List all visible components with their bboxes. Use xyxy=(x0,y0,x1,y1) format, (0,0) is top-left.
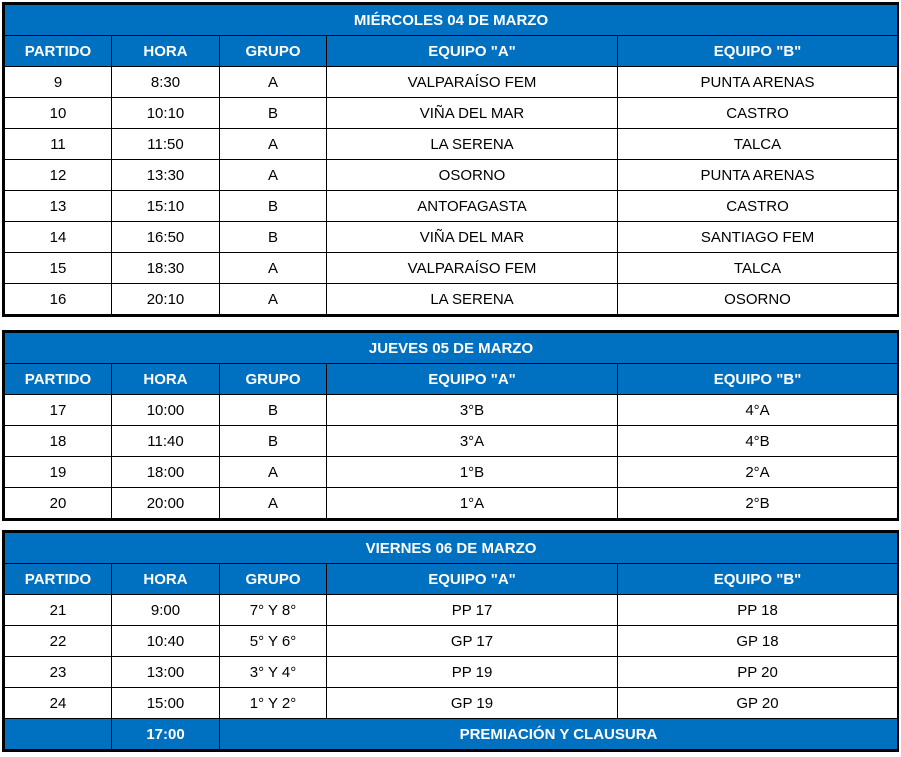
rows-day-1 xyxy=(5,67,898,315)
partido-cell: 10 xyxy=(5,98,112,129)
closing-empty-cell xyxy=(5,719,112,750)
equipo-a-cell: OSORNO xyxy=(327,160,618,191)
header-hora: HORA xyxy=(112,564,220,595)
schedule-day-1 xyxy=(2,2,899,317)
equipo-b-cell: CASTRO xyxy=(618,191,898,222)
schedule-table-day-2 xyxy=(4,332,898,519)
grupo-cell: 3° Y 4° xyxy=(220,657,327,688)
table-row xyxy=(5,129,898,160)
header-partido: PARTIDO xyxy=(5,364,112,395)
partido-cell: 20 xyxy=(5,488,112,519)
equipo-a-cell: GP 17 xyxy=(327,626,618,657)
hora-cell: 8:30 xyxy=(112,67,220,98)
equipo-b-cell: 2°B xyxy=(618,488,898,519)
partido-cell: 11 xyxy=(5,129,112,160)
header-grupo: GRUPO xyxy=(220,36,327,67)
equipo-b-cell: GP 20 xyxy=(618,688,898,719)
table-row xyxy=(5,395,898,426)
equipo-a-cell: VIÑA DEL MAR xyxy=(327,222,618,253)
hora-cell: 13:30 xyxy=(112,160,220,191)
equipo-a-cell: 1°A xyxy=(327,488,618,519)
hora-cell: 18:30 xyxy=(112,253,220,284)
equipo-b-cell: PUNTA ARENAS xyxy=(618,160,898,191)
partido-cell: 13 xyxy=(5,191,112,222)
equipo-b-cell: 2°A xyxy=(618,457,898,488)
hora-cell: 10:00 xyxy=(112,395,220,426)
table-row xyxy=(5,160,898,191)
hora-cell: 18:00 xyxy=(112,457,220,488)
partido-cell: 17 xyxy=(5,395,112,426)
grupo-cell: B xyxy=(220,426,327,457)
closing-label: PREMIACIÓN Y CLAUSURA xyxy=(220,719,898,750)
schedule-table-day-1 xyxy=(4,4,898,315)
table-row xyxy=(5,191,898,222)
grupo-cell: 5° Y 6° xyxy=(220,626,327,657)
header-equipo-a: EQUIPO "A" xyxy=(327,36,618,67)
header-partido: PARTIDO xyxy=(5,564,112,595)
equipo-b-cell: OSORNO xyxy=(618,284,898,315)
header-grupo: GRUPO xyxy=(220,564,327,595)
rows-day-3 xyxy=(5,595,898,719)
equipo-a-cell: VALPARAÍSO FEM xyxy=(327,253,618,284)
table-row xyxy=(5,457,898,488)
partido-cell: 19 xyxy=(5,457,112,488)
hora-cell: 20:10 xyxy=(112,284,220,315)
grupo-cell: B xyxy=(220,191,327,222)
partido-cell: 23 xyxy=(5,657,112,688)
partido-cell: 24 xyxy=(5,688,112,719)
header-equipo-b: EQUIPO "B" xyxy=(618,364,898,395)
hora-cell: 20:00 xyxy=(112,488,220,519)
partido-cell: 22 xyxy=(5,626,112,657)
equipo-b-cell: GP 18 xyxy=(618,626,898,657)
hora-cell: 11:50 xyxy=(112,129,220,160)
table-row xyxy=(5,253,898,284)
day-title: MIÉRCOLES 04 DE MARZO xyxy=(5,5,898,36)
table-row xyxy=(5,426,898,457)
equipo-a-cell: 1°B xyxy=(327,457,618,488)
table-row xyxy=(5,657,898,688)
table-row xyxy=(5,284,898,315)
grupo-cell: 7° Y 8° xyxy=(220,595,327,626)
equipo-b-cell: 4°A xyxy=(618,395,898,426)
hora-cell: 11:40 xyxy=(112,426,220,457)
grupo-cell: A xyxy=(220,488,327,519)
equipo-b-cell: 4°B xyxy=(618,426,898,457)
table-row xyxy=(5,688,898,719)
equipo-a-cell: GP 19 xyxy=(327,688,618,719)
hora-cell: 10:10 xyxy=(112,98,220,129)
header-equipo-b: EQUIPO "B" xyxy=(618,564,898,595)
grupo-cell: A xyxy=(220,284,327,315)
hora-cell: 13:00 xyxy=(112,657,220,688)
grupo-cell: B xyxy=(220,98,327,129)
table-row xyxy=(5,98,898,129)
hora-cell: 16:50 xyxy=(112,222,220,253)
equipo-a-cell: VALPARAÍSO FEM xyxy=(327,67,618,98)
equipo-a-cell: PP 17 xyxy=(327,595,618,626)
equipo-a-cell: VIÑA DEL MAR xyxy=(327,98,618,129)
partido-cell: 18 xyxy=(5,426,112,457)
equipo-a-cell: PP 19 xyxy=(327,657,618,688)
grupo-cell: A xyxy=(220,129,327,160)
grupo-cell: A xyxy=(220,160,327,191)
grupo-cell: B xyxy=(220,222,327,253)
header-equipo-b: EQUIPO "B" xyxy=(618,36,898,67)
partido-cell: 9 xyxy=(5,67,112,98)
grupo-cell: B xyxy=(220,395,327,426)
grupo-cell: A xyxy=(220,253,327,284)
header-hora: HORA xyxy=(112,364,220,395)
equipo-b-cell: TALCA xyxy=(618,129,898,160)
header-equipo-a: EQUIPO "A" xyxy=(327,364,618,395)
equipo-b-cell: TALCA xyxy=(618,253,898,284)
partido-cell: 14 xyxy=(5,222,112,253)
day-title: JUEVES 05 DE MARZO xyxy=(5,333,898,364)
closing-time: 17:00 xyxy=(112,719,220,750)
header-grupo: GRUPO xyxy=(220,364,327,395)
header-partido: PARTIDO xyxy=(5,36,112,67)
table-row xyxy=(5,626,898,657)
hora-cell: 9:00 xyxy=(112,595,220,626)
partido-cell: 21 xyxy=(5,595,112,626)
day-title: VIERNES 06 DE MARZO xyxy=(5,533,898,564)
equipo-b-cell: PP 18 xyxy=(618,595,898,626)
rows-day-2 xyxy=(5,395,898,519)
equipo-a-cell: 3°A xyxy=(327,426,618,457)
hora-cell: 15:00 xyxy=(112,688,220,719)
hora-cell: 10:40 xyxy=(112,626,220,657)
closing-row xyxy=(5,719,898,750)
equipo-b-cell: CASTRO xyxy=(618,98,898,129)
table-row xyxy=(5,222,898,253)
schedule-day-3 xyxy=(2,530,899,752)
header-hora: HORA xyxy=(112,36,220,67)
schedule-table-day-3 xyxy=(4,532,898,750)
equipo-b-cell: SANTIAGO FEM xyxy=(618,222,898,253)
equipo-b-cell: PP 20 xyxy=(618,657,898,688)
partido-cell: 16 xyxy=(5,284,112,315)
equipo-a-cell: ANTOFAGASTA xyxy=(327,191,618,222)
partido-cell: 12 xyxy=(5,160,112,191)
grupo-cell: A xyxy=(220,67,327,98)
table-row xyxy=(5,595,898,626)
hora-cell: 15:10 xyxy=(112,191,220,222)
grupo-cell: A xyxy=(220,457,327,488)
equipo-a-cell: LA SERENA xyxy=(327,129,618,160)
equipo-a-cell: LA SERENA xyxy=(327,284,618,315)
header-equipo-a: EQUIPO "A" xyxy=(327,564,618,595)
table-row xyxy=(5,488,898,519)
partido-cell: 15 xyxy=(5,253,112,284)
equipo-a-cell: 3°B xyxy=(327,395,618,426)
grupo-cell: 1° Y 2° xyxy=(220,688,327,719)
table-row xyxy=(5,67,898,98)
equipo-b-cell: PUNTA ARENAS xyxy=(618,67,898,98)
schedule-day-2 xyxy=(2,330,899,521)
